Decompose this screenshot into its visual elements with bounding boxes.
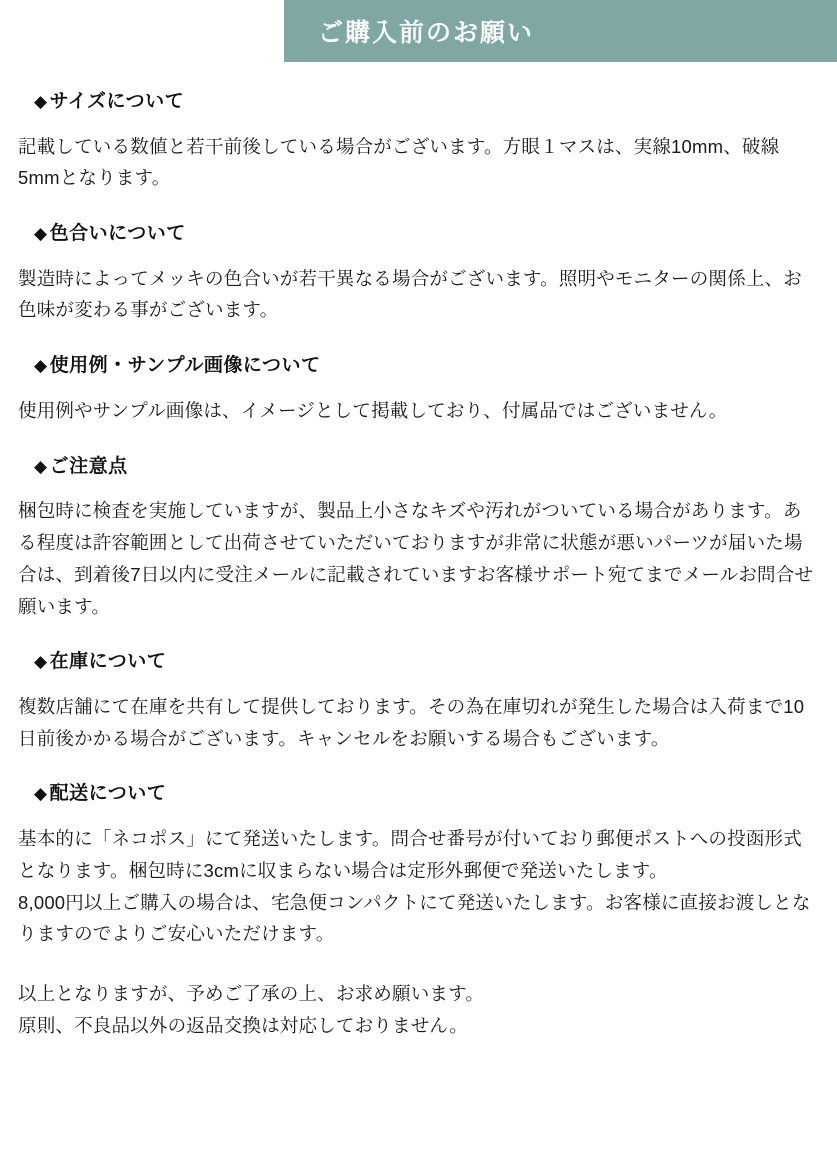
header-banner xyxy=(0,0,837,62)
diamond-bullet-icon: ◆ xyxy=(34,652,48,672)
section-heading-label: サイズについて xyxy=(49,91,185,112)
section-heading-label: ご注意点 xyxy=(49,455,128,477)
closing-line-2: 原則、不良品以外の返品交換は対応しておりません。 xyxy=(18,1015,468,1036)
section-size xyxy=(18,88,819,194)
section-heading-label: 配送について xyxy=(49,783,167,805)
document-content xyxy=(0,88,837,1042)
section-sample-images xyxy=(18,352,819,426)
section-body: 複数店舗にて在庫を共有して提供しております。その為在庫切れが発生した場合は入荷まで10日前後かかる場合がございます。キャンセルをお願いする場合もございます。 xyxy=(18,695,805,749)
diamond-bullet-icon: ◆ xyxy=(34,92,48,111)
section-heading xyxy=(18,648,819,677)
section-heading-label: 色合いについて xyxy=(49,223,186,245)
section-heading-label: 在庫について xyxy=(49,651,167,673)
section-heading xyxy=(18,453,819,482)
section-heading xyxy=(18,780,819,809)
section-body: 使用例やサンプル画像は、イメージとして掲載しており、付属品ではございません。 xyxy=(18,399,728,421)
section-shipping xyxy=(18,780,819,950)
section-heading xyxy=(18,220,819,249)
diamond-bullet-icon: ◆ xyxy=(34,784,48,804)
diamond-bullet-icon: ◆ xyxy=(34,224,48,244)
section-heading-label: 使用例・サンプル画像について xyxy=(49,355,321,377)
section-body: 梱包時に検査を実施していますが、製品上小さなキズや汚れがついている場合があります。ある程度は許容範囲として出荷させていただいておりますが非常に状態が悪いパーツが届いた場合は、到着後7日以内に受注メールに記載されていますお客様サポート宛てまでメールお問合せ願います。 xyxy=(18,500,814,617)
section-body-secondary: 8,000円以上ご購入の場合は、宅急便コンパクトにて発送いたします。お客様に直接お渡しとなりますのでよりご安心いただけます。 xyxy=(18,891,811,945)
section-heading xyxy=(18,88,819,117)
diamond-bullet-icon: ◆ xyxy=(34,356,48,376)
section-color xyxy=(18,220,819,326)
diamond-bullet-icon: ◆ xyxy=(34,456,48,476)
page-title: ご購入前のお願い xyxy=(284,0,837,62)
closing-note xyxy=(18,978,819,1042)
section-body: 基本的に「ネコポス」にて発送いたします。問合せ番号が付いており郵便ポストへの投函形式となります。梱包時に3cmに収まらない場合は定形外郵便で発送いたします。 xyxy=(18,827,802,881)
section-body: 製造時によってメッキの色合いが若干異なる場合がございます。照明やモニターの関係上、お色味が変わる事がございます。 xyxy=(18,267,802,321)
section-stock xyxy=(18,648,819,754)
header-left-spacer xyxy=(0,0,284,62)
section-notes xyxy=(18,453,819,623)
section-body: 記載している数値と若干前後している場合がございます。方眼１マスは、実線10mm、破線5mmとなります。 xyxy=(18,135,780,189)
section-heading xyxy=(18,352,819,381)
closing-line-1: 以上となりますが、予めご了承の上、お求め願います。 xyxy=(18,983,485,1005)
